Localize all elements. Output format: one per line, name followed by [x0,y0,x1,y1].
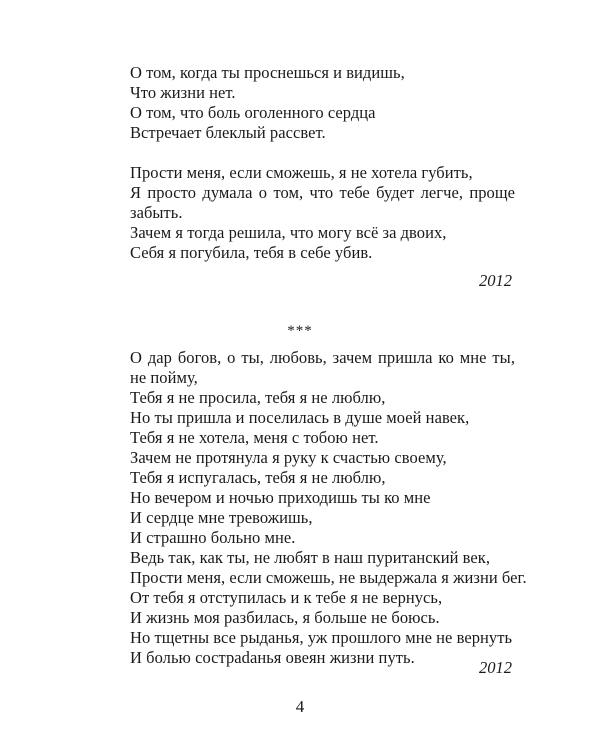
poem-line: забыть. [130,203,183,222]
poem-1-year: 2012 [479,271,512,290]
poem-line: О том, когда ты проснешься и видишь, [130,63,405,82]
stanza-gap [130,143,515,163]
poem-2-year: 2012 [479,658,512,677]
poem-line: О том, что боль оголенного сердца [130,103,376,122]
poem-line: От тебя я отступилась и к тебе я не вернусь, [130,588,443,607]
poem-2 [130,348,527,668]
page-number: 4 [295,697,305,716]
poem-line: Тебя я не хотела, меня с тобою нет. [130,428,379,447]
poem-line: О дар богов, о ты, любовь, зачем пришла ко мне ты, [130,348,515,367]
poem-line: Но тщетны все рыданья, уж прошлого мне не вернуть [130,628,513,647]
poem-line: Прости меня, если сможешь, я не хотела губить, [130,163,473,182]
section-separator: *** [287,323,313,339]
poem-line: Ведь так, как ты, не любят в наш пуританский век, [130,548,491,567]
poem-1 [130,63,515,263]
poem-line: Тебя я испугалась, тебя я не люблю, [130,468,386,487]
poem-line: Что жизни нет. [130,83,236,102]
poem-line: Я просто думала о том, что тебе будет легче, проще [130,183,515,202]
poem-line: Встречает блеклый рассвет. [130,123,326,142]
poem-line: не пойму, [130,368,198,387]
poem-line: Зачем я тогда решила, что могу всё за двоих, [130,223,447,242]
poem-line: И сердце мне тревожишь, [130,508,313,527]
poem-line: И жизнь моя разбилась, я больше не боюсь. [130,608,440,627]
poem-line: Себя я погубила, тебя в себе убив. [130,243,373,262]
poem-line: И болью сострadанья овеян жизни путь. [130,648,415,667]
poem-line: Но ты пришла и поселилась в душе моей навек, [130,408,470,427]
poem-line: И страшно больно мне. [130,528,296,547]
poem-line: Прости меня, если сможешь, не выдержала я жизни бег. [130,568,527,587]
poem-line: Но вечером и ночью приходишь ты ко мне [130,488,431,507]
poem-line: Тебя я не просила, тебя я не люблю, [130,388,386,407]
poem-line: Зачем не протянула я руку к счастью своему, [130,448,447,467]
